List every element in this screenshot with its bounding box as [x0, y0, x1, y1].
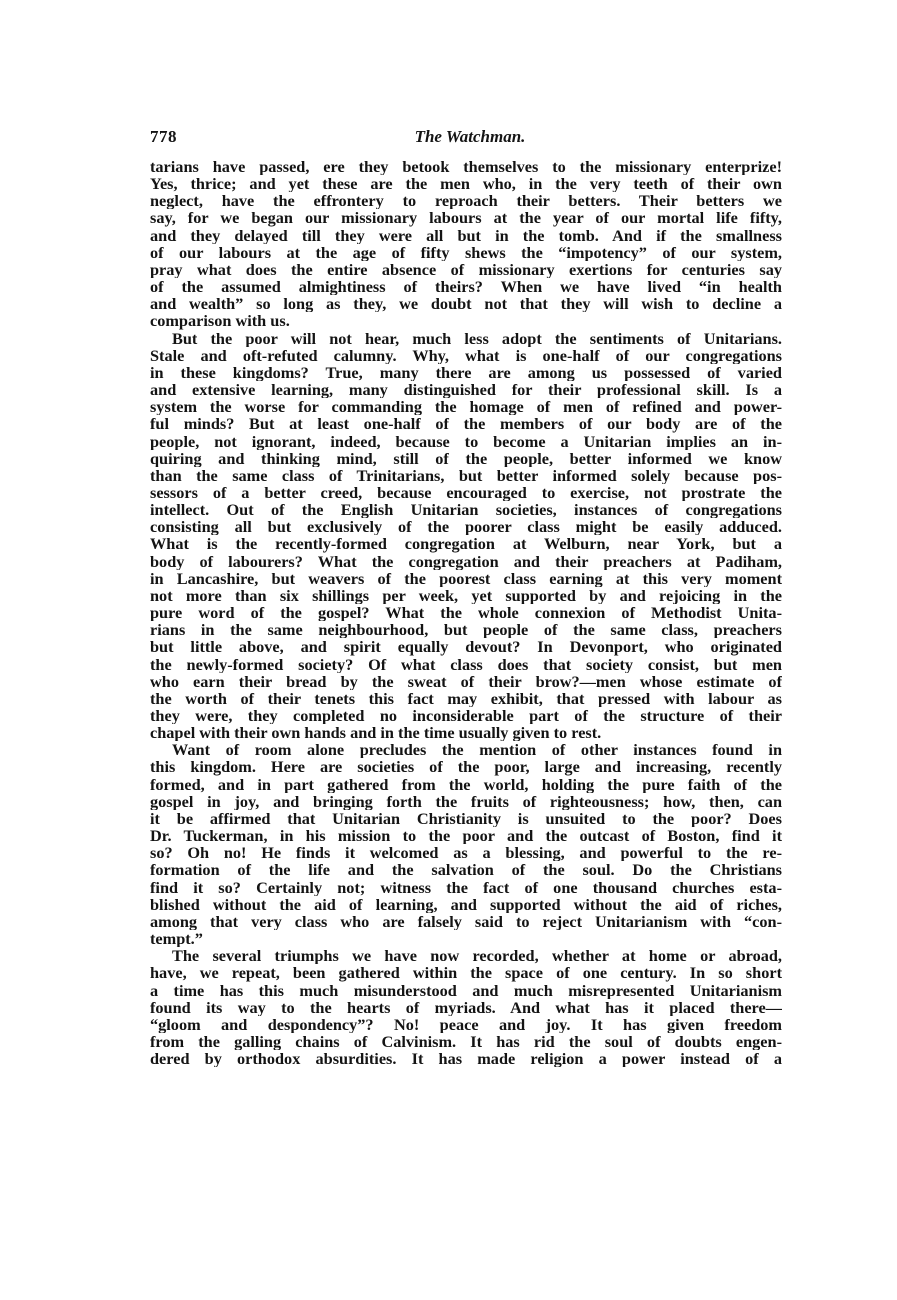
- text-line: intellect. Out of the English Unitarian societies, instances of congregations: [150, 501, 782, 519]
- page-number: 778: [150, 127, 177, 146]
- text-line: say, for we began our missionary labours at the year of our mortal life fifty,: [150, 209, 782, 227]
- text-line: pure word of the gospel? What the whole connexion of Methodist Unita-: [150, 604, 782, 622]
- text-line: quiring and thinking mind, still of the people, better informed we know: [150, 449, 782, 467]
- running-head: [150, 127, 790, 151]
- text-line: blished without the aid of learning, and supported without the aid of riches,: [150, 895, 782, 913]
- text-line: comparison with us.: [150, 312, 290, 330]
- text-line: than the same class of Trinitarians, but better informed solely because pos-: [150, 466, 782, 484]
- text-line: a time has this much misunderstood and much misrepresented Unitarianism: [150, 981, 782, 999]
- text-line: find it so? Certainly not; witness the fact of one thousand churches esta-: [150, 878, 782, 896]
- article-body: [150, 158, 782, 1238]
- text-line: The several triumphs we have now recorded, whether at home or abroad,: [172, 947, 782, 965]
- text-line: and wealth” so long as they, we doubt not that they will wish to decline a: [150, 295, 782, 313]
- text-line: chapel with their own hands and in the time usually given to rest.: [150, 724, 602, 742]
- text-line: who earn their bread by the sweat of their brow?—men whose estimate of: [150, 672, 782, 690]
- text-line: and they delayed till they were all but in the tomb. And if the smallness: [150, 226, 782, 244]
- text-line: so? Oh no! He finds it welcomed as a blessing, and powerful to the re-: [150, 844, 782, 862]
- text-line: But the poor will not hear, much less adopt the sentiments of Unitarians.: [172, 329, 782, 347]
- text-line: it be affirmed that Unitarian Christianity is unsuited to the poor? Does: [150, 809, 782, 828]
- text-line: formed, and in part gathered from the world, holding the pure faith of the: [150, 775, 782, 793]
- text-line: they were, they completed no inconsiderable part of the structure of their: [150, 707, 782, 725]
- text-line: pray what does the entire absence of missionary exertions for centuries say: [150, 260, 782, 279]
- text-line: Dr. Tuckerman, in his mission to the poor and the outcast of Boston, find it: [150, 827, 782, 845]
- text-line: of the assumed almightiness of theirs? When we have lived “in health: [150, 278, 782, 296]
- text-line: this kingdom. Here are societies of the poor, large and increasing, recently: [150, 758, 782, 776]
- text-line: but little above, and spirit equally devout? In Devonport, who originated: [150, 638, 782, 656]
- text-line: formation of the life and the salvation of the soul. Do the Christians: [150, 861, 782, 879]
- text-line: sessors of a better creed, because encouraged to exercise, not prostrate the: [150, 483, 782, 502]
- text-line: among that very class who are falsely said to reject Unitarianism with “con-: [150, 912, 782, 931]
- text-line: dered by orthodox absurdities. It has made religion a power instead of a: [150, 1050, 782, 1068]
- text-line: people, not ignorant, indeed, because to become a Unitarian implies an in-: [150, 432, 782, 450]
- text-line: What is the recently-formed congregation at Welburn, near York, but a: [150, 535, 782, 553]
- text-line: the worth of their tenets this fact may exhibit, that pressed with labour as: [150, 689, 782, 707]
- text-line: consisting all but exclusively of the poorer class might be easily adduced.: [150, 518, 782, 536]
- text-line: “gloom and despondency”? No! peace and joy. It has given freedom: [150, 1015, 782, 1033]
- text-line: tarians have passed, ere they betook themselves to the missionary enterprize!: [150, 158, 782, 176]
- text-line: found its way to the hearts of myriads. And what has it placed there—: [150, 998, 782, 1016]
- text-line: have, we repeat, been gathered within the space of one century. In so short: [150, 964, 782, 982]
- text-line: ful minds? But at least one-half of the members of our body are of the: [150, 415, 782, 433]
- journal-title: The Watchman.: [414, 127, 526, 146]
- text-line: gospel in joy, and bringing forth the fruits of righteousness; how, then, can: [150, 792, 782, 810]
- text-line: of our labours at the age of fifty shews the “impotency” of our system,: [150, 243, 782, 261]
- text-line: not more than six shillings per week, yet supported by and rejoicing in the: [150, 586, 782, 605]
- text-line: tempt.”: [150, 930, 203, 948]
- text-line: in these kingdoms? True, many there are among us possessed of varied: [150, 363, 782, 382]
- text-line: Want of room alone precludes the mention of other instances found in: [172, 741, 782, 759]
- text-line: system the worse for commanding the homage of men of refined and power-: [150, 398, 782, 416]
- text-line: neglect, have the effrontery to reproach their betters. Their betters we: [150, 192, 782, 210]
- text-line: body of labourers? What the congregation and their preachers at Padiham,: [150, 552, 782, 570]
- text-line: rians in the same neighbourhood, but people of the same class, preachers: [150, 621, 782, 639]
- text-line: Yes, thrice; and yet these are the men who, in the very teeth of their own: [150, 175, 782, 193]
- text-line: the newly-formed society? Of what class does that society consist, but men: [150, 655, 782, 673]
- text-line: Stale and oft-refuted calumny. Why, what is one-half of our congregations: [150, 346, 782, 364]
- text-line: from the galling chains of Calvinism. It has rid the soul of doubts engen-: [150, 1032, 782, 1051]
- text-line: and extensive learning, many distinguished for their professional skill. Is a: [150, 381, 782, 399]
- text-line: in Lancashire, but weavers of the poorest class earning at this very moment: [150, 569, 782, 587]
